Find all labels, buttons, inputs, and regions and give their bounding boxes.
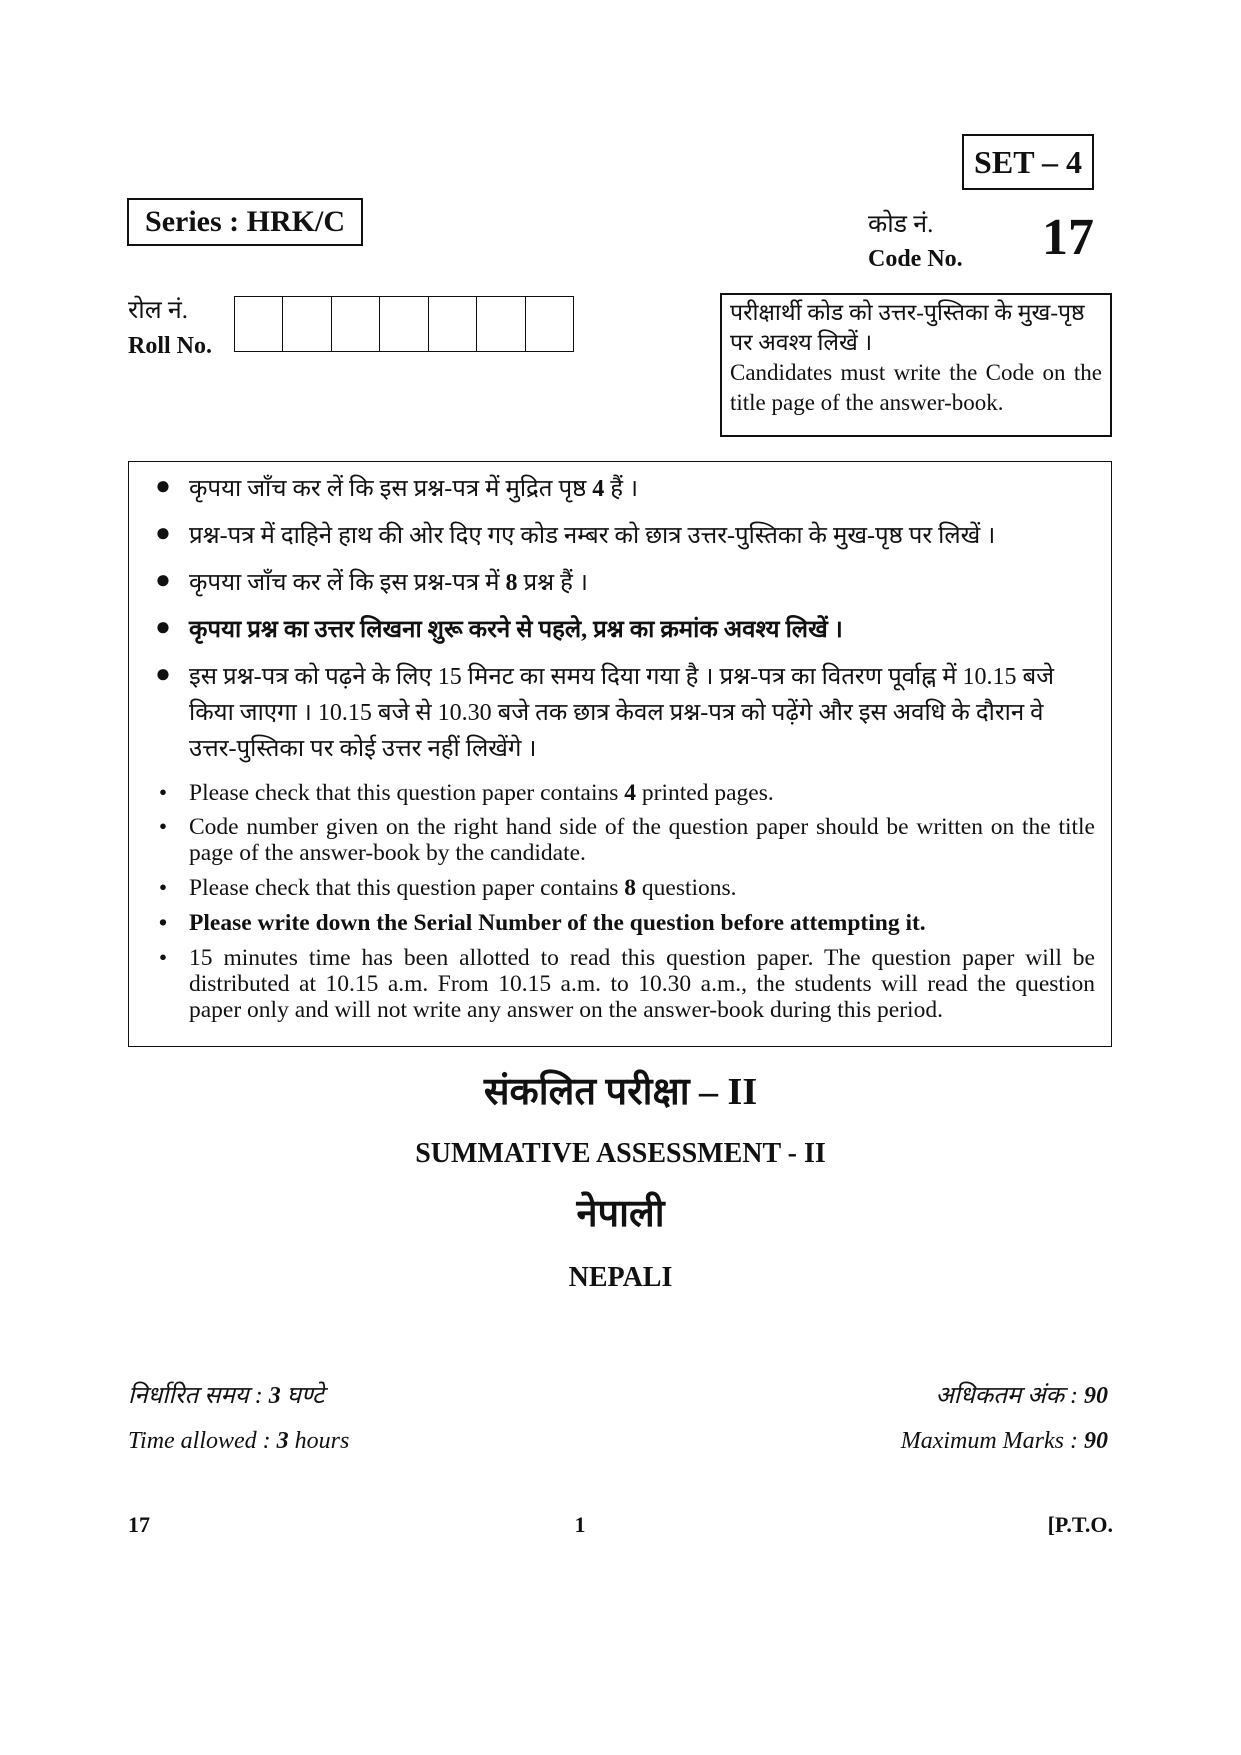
instruction-english-4: • Please write down the Serial Number of the question before attempting it. [151,910,1095,936]
time-allowed-english: Time allowed : 3 hours [128,1428,350,1454]
code-instruction-hindi: परीक्षार्थी कोड को उत्तर-पुस्तिका के मुख-पृष्ठ पर अवश्य लिखें । [730,300,1085,355]
roll-digit-box[interactable] [235,297,283,351]
instruction-english-5: • 15 minutes time has been allotted to read this question paper. The question paper will be distributed at 10.15 a.m. From 10.15 a.m. to 10.30 a.m., the students will read the question paper only and will not write any answer on the answer-book during this period. [151,945,1095,1023]
footer-code: 17 [128,1512,150,1537]
page-number: 1 [574,1512,586,1537]
instruction-english-3: • Please check that this question paper contains 8 questions. [151,875,1095,901]
bullet-icon: • [158,945,168,971]
roll-digit-box[interactable] [380,297,428,351]
pto-label: [P.T.O. [1047,1512,1113,1537]
bullet-icon: • [158,910,168,936]
general-instructions-box [128,461,1112,1047]
bullet-icon: ● [155,518,171,547]
bullet-icon: • [158,780,168,806]
bullet-icon: ● [155,471,171,500]
roll-digit-box[interactable] [429,297,477,351]
instruction-english-1: • Please check that this question paper contains 4 printed pages. [151,780,1095,806]
bullet-icon: ● [155,565,171,594]
exam-title-english: SUMMATIVE ASSESSMENT - II [415,1138,826,1169]
subject-hindi: नेपाली [576,1193,665,1235]
series-label: Series : HRK/C [127,198,363,246]
subject-english: NEPALI [568,1262,673,1293]
roll-label-english: Roll No. [128,333,212,359]
roll-digit-box[interactable] [332,297,380,351]
bullet-icon: • [158,814,168,840]
instruction-hindi-3: ● कृपया जाँच कर लें कि इस प्रश्न-पत्र में 8 प्रश्न हैं । [151,565,1095,601]
roll-number-boxes[interactable] [234,296,574,352]
set-label: SET – 4 [962,134,1094,190]
maximum-marks-hindi: अधिकतम अंक : 90 [935,1383,1108,1409]
instruction-english-2: • Code number given on the right hand side of the question paper should be written on the title page of the answer-book by the candidate. [151,814,1095,866]
instruction-hindi-5: ● इस प्रश्न-पत्र को पढ़ने के लिए 15 मिनट का समय दिया गया है । प्रश्न-पत्र का वितरण पूर्वाह्न में 10.15 बजे किया जाएगा । 10.15 बजे से 10.30 बजे तक छात्र केवल प्रश्न-पत्र को पढ़ेंगे और इस अवधि के दौरान वे उत्तर-पुस्तिका पर कोई उत्तर नहीं लिखेंगे । [151,659,1095,767]
time-allowed-hindi: निर्धारित समय : 3 घण्टे [128,1383,325,1409]
maximum-marks-english: Maximum Marks : 90 [900,1428,1108,1454]
code-instruction-box [720,293,1112,437]
exam-title-hindi: संकलित परीक्षा – II [483,1071,758,1113]
code-instruction-english: Candidates must write the Code on the title page of the answer-book. [730,360,1102,415]
roll-digit-box[interactable] [283,297,331,351]
bullet-icon: ● [155,659,171,688]
bullet-icon: ● [155,612,171,641]
roll-label-hindi: रोल नं. [128,297,189,324]
instruction-hindi-2: ● प्रश्न-पत्र में दाहिने हाथ की ओर दिए गए कोड नम्बर को छात्र उत्तर-पुस्तिका के मुख-पृष्ठ पर लिखें । [151,518,1095,554]
roll-digit-box[interactable] [477,297,525,351]
instruction-hindi-4: ● कृपया प्रश्न का उत्तर लिखना शुरू करने से पहले, प्रश्न का क्रमांक अवश्य लिखें । [151,612,1095,648]
code-label-english: Code No. [868,246,963,272]
instruction-hindi-1: ● कृपया जाँच कर लें कि इस प्रश्न-पत्र में मुद्रित पृष्ठ 4 हैं । [151,471,1095,507]
bullet-icon: • [158,875,168,901]
code-label-hindi: कोड नं. [868,211,934,238]
roll-digit-box[interactable] [526,297,573,351]
code-number: 17 [1042,209,1094,266]
